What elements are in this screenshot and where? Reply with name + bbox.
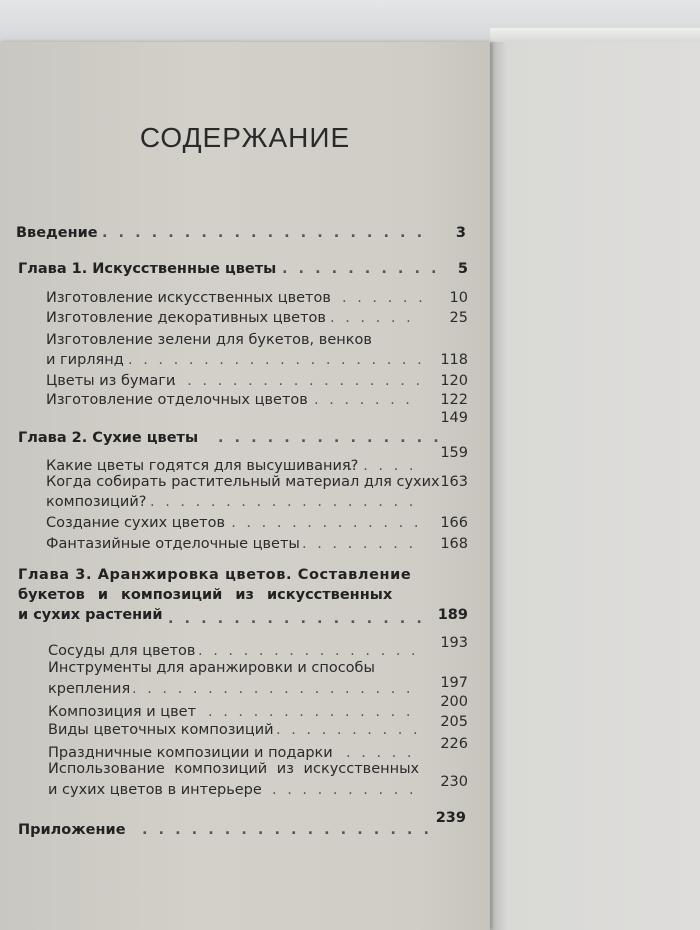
toc-entry-label-line3: и сухих растений bbox=[18, 607, 163, 623]
toc-entry-page: 230 bbox=[440, 774, 468, 790]
leader-dots bbox=[330, 310, 422, 326]
toc-entry bbox=[46, 474, 468, 514]
toc-entry-label: Введение bbox=[16, 225, 98, 241]
toc-entry-label: Инструменты для аранжировки и способы bbox=[48, 660, 375, 676]
toc-entry bbox=[48, 761, 468, 803]
leader-dots bbox=[142, 822, 432, 838]
toc-entry-page: 226 bbox=[440, 736, 468, 752]
toc-entry-label: Изготовление искусственных цветов bbox=[46, 290, 331, 306]
toc-entry-label: Глава 2. Сухие цветы bbox=[18, 430, 199, 446]
toc-entry bbox=[48, 660, 468, 700]
leader-dots bbox=[128, 352, 422, 368]
leader-dots bbox=[198, 643, 424, 659]
leader-dots bbox=[314, 392, 422, 408]
toc-entry-label-line2: и сухих цветов в интерьере bbox=[48, 782, 262, 798]
toc-entry-page: 120 bbox=[440, 373, 468, 389]
right-page bbox=[490, 28, 700, 930]
leader-dots bbox=[346, 745, 422, 761]
leader-dots bbox=[302, 536, 422, 552]
toc-entry-page: 189 bbox=[437, 607, 468, 623]
leader-dots bbox=[218, 430, 438, 446]
leader-dots bbox=[276, 722, 422, 738]
toc-entry-label: Приложение bbox=[18, 822, 126, 838]
toc-entry bbox=[46, 332, 468, 372]
page-title: СОДЕРЖАНИЕ bbox=[139, 122, 351, 153]
leader-dots bbox=[272, 782, 422, 798]
leader-dots bbox=[216, 515, 422, 531]
toc-chapter bbox=[18, 567, 468, 631]
toc-entry-page: 149 bbox=[440, 410, 468, 426]
toc-entry-label-line2: букетов и композиций из искусственных bbox=[18, 587, 393, 603]
toc-entry-label: Когда собирать растительный материал для сухих bbox=[46, 474, 440, 490]
toc-entry-page: 205 bbox=[440, 714, 468, 730]
toc-entry-label: Изготовление зелени для букетов, венков bbox=[46, 332, 372, 348]
toc-entry-label: Изготовление отделочных цветов bbox=[46, 392, 308, 408]
toc-entry-page: 168 bbox=[440, 536, 468, 552]
toc-entry-page: 197 bbox=[440, 675, 468, 691]
leader-dots bbox=[168, 611, 428, 627]
toc-entry-label: Композиция и цвет bbox=[48, 704, 197, 720]
toc-entry-page: 159 bbox=[440, 445, 468, 461]
toc-entry-page: 163 bbox=[440, 474, 468, 490]
toc-entry-label: Виды цветочных композиций bbox=[48, 722, 274, 738]
toc-entry-label: Глава 3. Аранжировка цветов. Составление bbox=[18, 567, 412, 583]
toc-entry-label: Сосуды для цветов bbox=[48, 643, 196, 659]
toc-entry-page: 166 bbox=[440, 515, 468, 531]
toc-entry-page: 239 bbox=[435, 810, 466, 826]
leader-dots bbox=[172, 373, 422, 389]
toc-entry-label: Фантазийные отделочные цветы bbox=[46, 536, 300, 552]
toc-entry-label-line2: крепления bbox=[48, 681, 131, 697]
toc-entry-label: Праздничные композиции и подарки bbox=[48, 745, 333, 761]
leader-dots bbox=[102, 225, 432, 241]
toc-entry-page: 10 bbox=[449, 290, 468, 306]
toc-entry-label: Изготовление декоративных цветов bbox=[46, 310, 326, 326]
toc-entry-page: 5 bbox=[457, 261, 468, 277]
toc-entry-page: 193 bbox=[440, 635, 468, 651]
leader-dots bbox=[132, 681, 422, 697]
toc-entry-page: 3 bbox=[455, 225, 466, 241]
toc-entry-label: Глава 1. Искусственные цветы bbox=[18, 261, 277, 277]
toc-entry-label: Цветы из бумаги bbox=[46, 373, 176, 389]
toc-entry-page: 200 bbox=[440, 694, 468, 710]
toc-entry-page: 122 bbox=[440, 392, 468, 408]
toc-entry-label-line2: композиций? bbox=[46, 494, 147, 510]
leader-dots bbox=[208, 704, 422, 720]
toc-entry-label: Какие цветы годятся для высушивания? bbox=[46, 458, 359, 474]
leader-dots bbox=[282, 261, 438, 277]
right-page-edge bbox=[490, 28, 700, 42]
toc-entry-page: 25 bbox=[449, 310, 468, 326]
leader-dots bbox=[348, 458, 422, 474]
toc-entry-label: Использование композиций из искусственных bbox=[48, 761, 420, 777]
leader-dots bbox=[342, 290, 422, 306]
toc-entry-label-line2: и гирлянд bbox=[46, 352, 124, 368]
leader-dots bbox=[150, 494, 422, 510]
toc-entry-page: 118 bbox=[440, 352, 468, 368]
toc-entry-label: Создание сухих цветов bbox=[46, 515, 225, 531]
